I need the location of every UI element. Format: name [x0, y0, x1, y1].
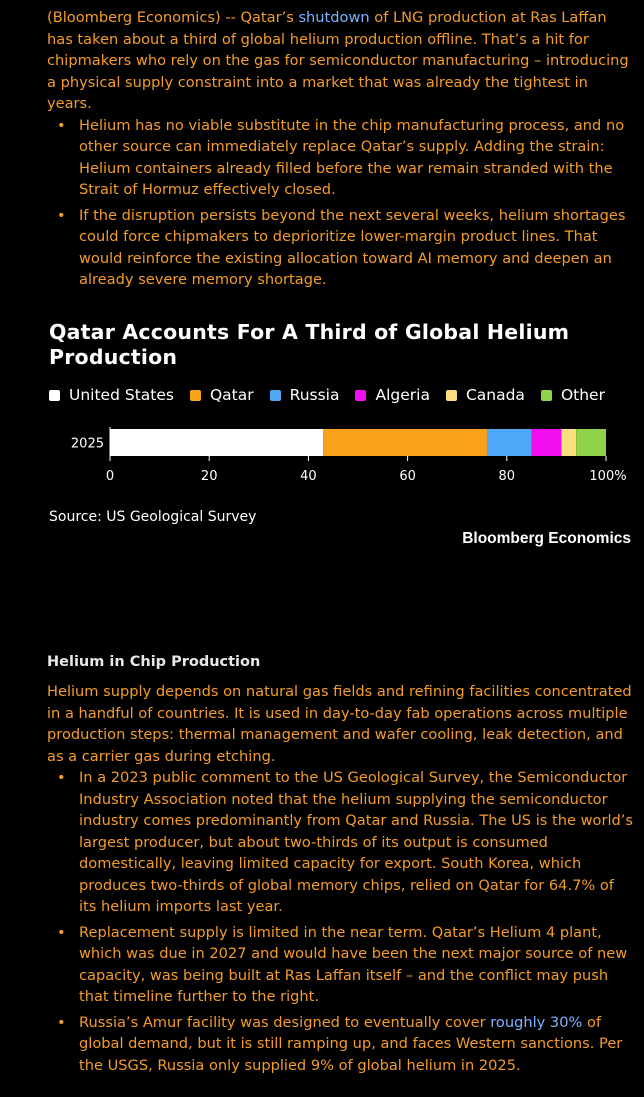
x-tick-label: 100%	[589, 469, 627, 484]
legend-item-other	[541, 386, 605, 404]
list-item-text-start: Russia’s Amur facility was designed to eventually cover	[79, 1013, 491, 1031]
list-item-text: Helium has no viable substitute in the chip manufacturing process, and no other source can immediately replace Qatar’s supply. Adding the strain: Helium containers already filled before the war remain stranded with the Strait of Hormuz effectively closed.	[79, 116, 625, 198]
x-tick-label: 0	[105, 469, 115, 484]
bullet-list-2	[47, 767, 635, 1076]
list-item-text: If the disruption persists beyond the next several weeks, helium shortages could force chipmakers to deprioritize lower-margin product lines. That would reinforce the existing allocation toward AI memory and deepen an already severe memory shortage.	[79, 206, 626, 288]
legend-item-canada	[446, 386, 525, 404]
legend-item-algeria	[355, 386, 429, 404]
shutdown-link[interactable]: shutdown	[298, 9, 370, 26]
section-paragraph: Helium supply depends on natural gas fields and refining facilities concentrated in a handful of countries. It is used in day-to-day fab operations across multiple production steps: thermal management and wafer cooling, leak detection, and as a carrier gas during etching.	[47, 683, 632, 765]
legend-item-qatar	[190, 386, 254, 404]
bullet-dot-icon: •	[57, 923, 66, 941]
list-item-text: In a 2023 public comment to the US Geological Survey, the Semiconductor Industry Association noted that the helium supplying the semiconductor industry comes predominantly from Qatar and Russia. The US is the world’s largest producer, but about two-thirds of its output is consumed domestically, leaving limited capacity for export. South Korea, which produces two-thirds of global memory chips, relied on Qatar for 64.7% of its helium imports last year.	[79, 769, 634, 915]
legend-label: Russia	[289, 386, 340, 404]
bar-segment-other	[576, 429, 606, 456]
legend-swatch	[270, 390, 281, 401]
bar-segment-russia	[487, 429, 532, 456]
bar-segment-united-states	[110, 429, 323, 456]
roughly-30-link[interactable]: roughly 30%	[490, 1013, 583, 1031]
legend-label: Canada	[465, 386, 525, 404]
bar-segment-canada	[561, 429, 576, 456]
x-tick-label: 20	[200, 469, 218, 484]
legend-label: United States	[69, 386, 174, 404]
intro-text-end: of LNG production at Ras Laffan has taken about a third of global helium production offline. That’s a hit for chipmakers who rely on the gas for semiconductor manufacturing – introducing a physical supply constraint into a market that was already the tightest in years.	[47, 9, 629, 112]
legend-swatch	[355, 390, 366, 401]
bar-segment-qatar	[323, 429, 487, 456]
list-item	[47, 922, 635, 1008]
bar-segment-algeria	[532, 429, 562, 456]
legend-label: Algeria	[375, 386, 430, 404]
bullet-dot-icon: •	[57, 116, 66, 134]
x-tick-label: 40	[300, 469, 317, 484]
section-helium-in-chip-production	[47, 654, 635, 1080]
legend-item-united-states	[49, 386, 174, 404]
legend-swatch	[541, 390, 552, 401]
category-label: 2025	[70, 436, 104, 452]
x-tick-label: 80	[498, 469, 516, 484]
section-heading: Helium in Chip Production	[47, 654, 261, 670]
bullet-list-1	[47, 115, 637, 291]
bullet-dot-icon: •	[57, 206, 66, 224]
list-item-text-end: of global demand, but it is still ramping up, and faces Western sanctions. Per the USGS, Russia only supplied 9% of global helium in 2025.	[79, 1013, 623, 1074]
bullet-dot-icon: •	[57, 769, 66, 786]
x-tick-label: 60	[399, 469, 416, 484]
legend-swatch	[190, 390, 201, 401]
list-item	[47, 205, 637, 291]
brand-logo: Bloomberg Economics	[462, 530, 631, 547]
legend-item-russia	[270, 386, 340, 404]
chart-title: Qatar Accounts For A Third of Global Helium Production	[49, 320, 570, 369]
chart-legend	[49, 386, 621, 404]
legend-swatch	[49, 390, 60, 401]
helium-chart	[49, 320, 634, 547]
list-item	[47, 115, 637, 201]
bullet-dot-icon: •	[57, 1013, 66, 1031]
intro-paragraph	[47, 7, 637, 115]
list-item	[47, 767, 635, 918]
intro-text-start: (Bloomberg Economics) -- Qatar’s	[47, 9, 299, 26]
chart-source: Source: US Geological Survey	[49, 509, 257, 525]
article-top	[47, 0, 637, 295]
chart-plot	[49, 418, 634, 488]
legend-label: Qatar	[209, 386, 254, 404]
list-item-text: Replacement supply is limited in the near term. Qatar’s Helium 4 plant, which was due in 2027 and would have been the next major source of new capacity, was being built at Ras Laffan itself – and the conflict may push that timeline further to the right.	[79, 923, 628, 1005]
legend-swatch	[446, 390, 457, 401]
legend-label: Other	[560, 386, 605, 404]
list-item	[47, 1012, 635, 1077]
